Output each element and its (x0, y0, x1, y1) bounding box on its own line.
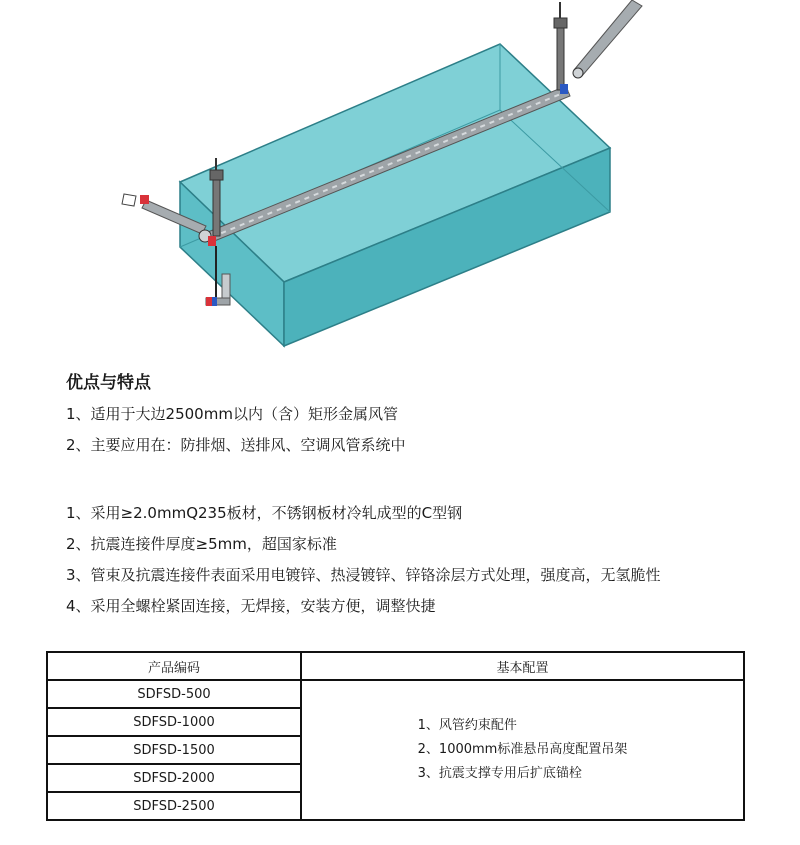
config-list (418, 714, 628, 786)
table-row (47, 680, 744, 708)
application-list (66, 404, 406, 466)
table-header-row (47, 652, 744, 680)
product-code-cell: SDFSD-500 (47, 680, 301, 708)
config-cell (301, 680, 744, 820)
features-title: 优点与特点 (66, 373, 151, 393)
bottom-bracket (222, 274, 230, 300)
config-item: 2、1000mm标准悬吊高度配置吊架 (417, 742, 628, 757)
product-code-cell: SDFSD-1000 (47, 708, 301, 736)
material-item: 2、抗震连接件厚度≥5mm，超国家标准 (66, 535, 337, 553)
left-hanger (213, 178, 220, 236)
material-list (66, 503, 661, 627)
right-hanger (557, 28, 564, 90)
product-code-cell: SDFSD-1500 (47, 736, 301, 764)
material-item: 1、采用≥2.0mmQ235板材，不锈钢板材冷轧成型的C型钢 (66, 504, 463, 522)
product-code-cell: SDFSD-2500 (47, 792, 301, 820)
product-code-cell: SDFSD-2000 (47, 764, 301, 792)
application-item: 2、主要应用在：防排烟、送排风、空调风管系统中 (66, 436, 406, 454)
material-item: 4、采用全螺栓紧固连接，无焊接，安装方便，调整快捷 (66, 597, 436, 615)
header-basic-config: 基本配置 (301, 652, 744, 680)
application-item: 1、适用于大边2500mm以内（含）矩形金属风管 (66, 405, 398, 423)
right-diagonal-brace (574, 0, 642, 76)
header-product-code: 产品编码 (47, 652, 301, 680)
config-item: 1、风管约束配件 (417, 718, 517, 733)
config-item: 3、抗震支撑专用后扩底锚栓 (417, 766, 582, 781)
spec-table (46, 651, 745, 821)
material-item: 3、管束及抗震连接件表面采用电镀锌、热浸镀锌、锌铬涂层方式处理，强度高，无氢脆性 (66, 566, 661, 584)
seismic-duct-bracket-illustration (0, 0, 800, 355)
